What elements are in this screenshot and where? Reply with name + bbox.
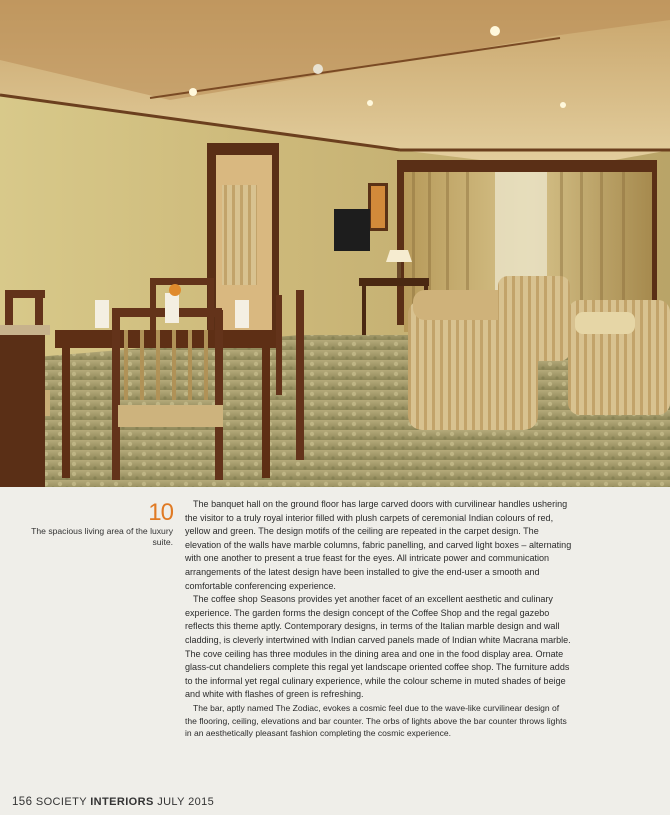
figure-caption-text: The spacious living area of the luxury suite. — [31, 526, 173, 547]
magazine-word-interiors: INTERIORS — [90, 796, 154, 808]
page-footer — [12, 796, 214, 808]
page-number: 156 — [12, 796, 33, 808]
issue-date: JULY 2015 — [157, 796, 215, 808]
article-body — [185, 498, 573, 740]
article-paragraph: The bar, aptly named The Zodiac, evokes a cosmic feel due to the wave-like curvilinear design of the flooring, ceiling, elevations and bar counter. The orbs of lights above the bar counter throws lights in an aesthetically pleasant fashion completing the cosmic experience. — [185, 702, 567, 739]
figure-caption — [28, 500, 173, 548]
figure-number: 10 — [148, 499, 173, 526]
article-paragraph: The coffee shop Seasons provides yet another facet of an excellent aesthetic and culinary experience. The garden forms the design concept of the Coffee Shop and the regal gazebo reflects this theme aptly. Contemporary designs, in terms of the Italian marble design and wall cladding, is cleverly intertwined with Indian carved panels made of Indian white Macrana marble. The cove ceiling has three modules in the dining area and one in the food display area. Ornate glass-cut chandeliers complete this regal yet landscape oriented coffee shop. The furniture adds to the informal yet regal culinary experience, while the colour scheme in muted shades of beige and white with flashes of green is refreshing. — [185, 594, 571, 700]
article-paragraph: The banquet hall on the ground floor has large carved doors with curvilinear handles ushering the visitor to a truly royal interior filled with plush carpets of ceremonial Indian colours of red, yellow and green. The design motifs of the ceiling are repeated in the carpet design. The elevation of the walls have marble columns, fabric panelling, and carved light boxes – alternating with one another to present a true feast for the eyes. All intricate power and communication arrangements of the latest design have been installed to give the end-user a smooth and comfortable conferencing experience. — [185, 499, 572, 591]
magazine-word-society: SOCIETY — [35, 796, 87, 808]
magazine-name — [36, 796, 154, 808]
